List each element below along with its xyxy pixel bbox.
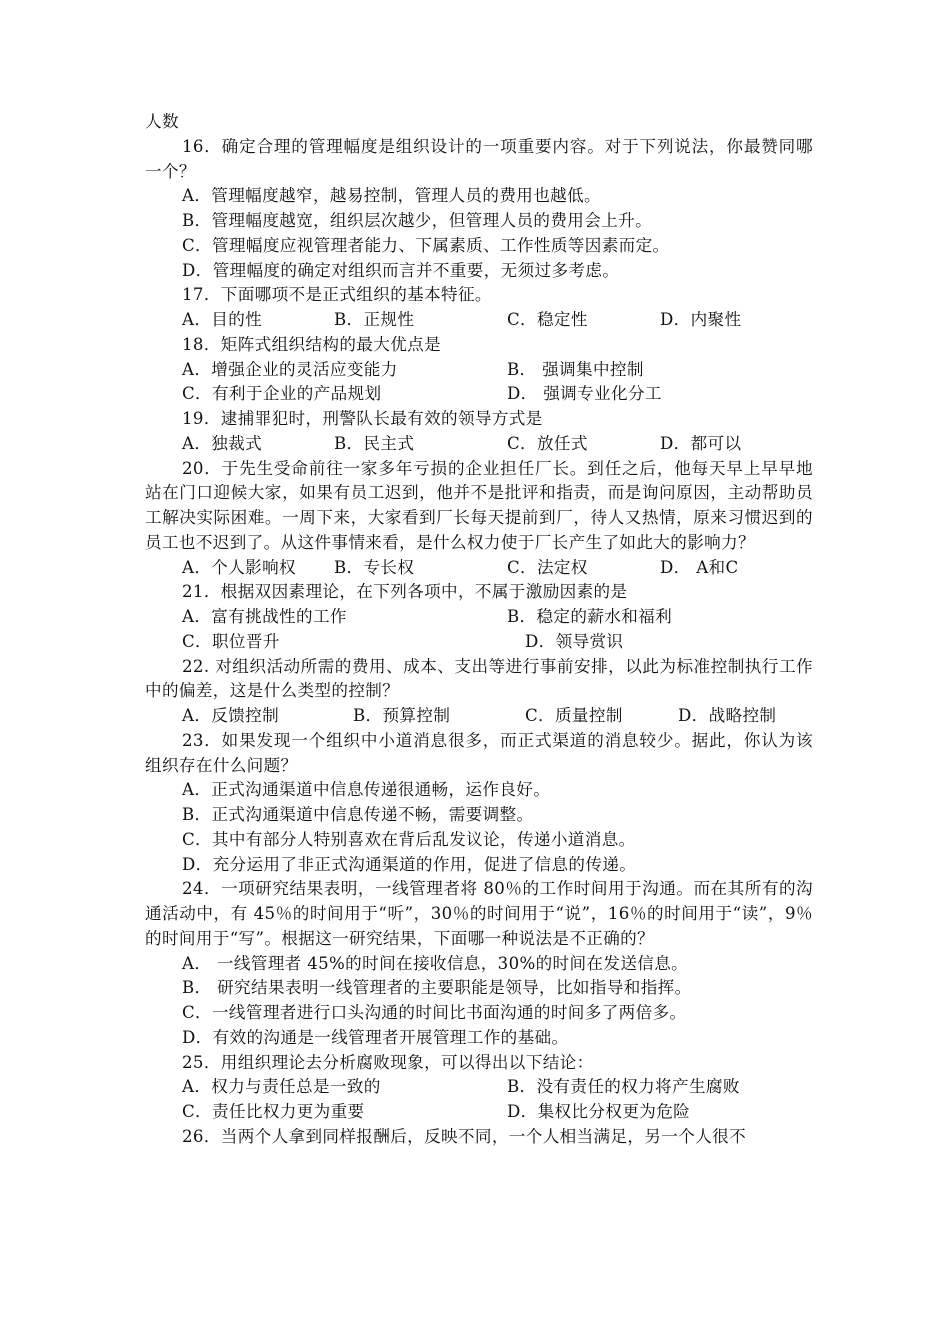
- question-20-option-c: C．法定权: [507, 557, 588, 577]
- question-16-stem: 16．确定合理的管理幅度是组织设计的一项重要内容。对于下列说法，你最赞同哪一个？: [145, 136, 813, 181]
- question-23-stem: 23．如果发现一个组织中小道消息很多，而正式渠道的消息较少。据此，你认为该组织存在什么问题？: [145, 730, 813, 775]
- question-22-option-b: B．预算控制: [353, 706, 451, 725]
- question-19-option-a: A．独裁式: [182, 433, 263, 453]
- question-21-option-c: C．职位晋升: [182, 631, 280, 651]
- question-18-option-a: A．增强企业的灵活应变能力: [182, 359, 398, 379]
- question-25-option-d: D．集权比分权更为危险: [507, 1102, 691, 1121]
- question-19-option-c: C．放任式: [507, 433, 588, 453]
- question-25-option-b: B．没有责任的权力将产生腐败: [507, 1077, 740, 1097]
- question-17-option-b: B．正规性: [334, 310, 415, 329]
- question-23-option-d: D．充分运用了非正式沟通渠道的作用，促进了信息的传递。: [182, 854, 637, 874]
- question-21-option-b: B．稳定的薪水和福利: [507, 607, 673, 626]
- question-16-option-b: B．管理幅度越宽，组织层次越少，但管理人员的费用会上升。: [182, 211, 653, 230]
- question-24-option-b: B． 研究结果表明一线管理者的主要职能是领导，比如指导和指挥。: [182, 978, 692, 998]
- exam-text: [145, 110, 813, 1150]
- question-26-stem: 26．当两个人拿到同样报酬后，反映不同，一个人相当满足，另一个人很不: [182, 1126, 747, 1146]
- question-20-stem: 20．于先生受命前往一家多年亏损的企业担任厂长。到任之后，他每天早上早早地站在门口迎候大家，如果有员工迟到，他并不是批评和指责，而是询问原因，主动帮助员工解决实际困难。一周下来，大家看到厂长每天提前到厂，待人又热情，原来习惯迟到的员工也不迟到了。从这件事情来看，是什么权力使于厂长产生了如此大的影响力？: [145, 458, 813, 552]
- question-21-options-row2: [145, 630, 813, 655]
- question-17-option-c: C．稳定性: [507, 310, 588, 329]
- question-22-stem: 22. 对组织活动所需的费用、成本、支出等进行事前安排，以此为标准控制执行工作中的偏差，这是什么类型的控制？: [145, 656, 813, 701]
- question-21-option-d: D．领导赏识: [525, 631, 624, 651]
- question-23-option-b: B．正式沟通渠道中信息传递不畅，需要调整。: [182, 805, 534, 824]
- question-18-option-c: C．有利于企业的产品规划: [182, 384, 382, 404]
- question-18-option-b: B． 强调集中控制: [507, 359, 644, 379]
- question-25-stem: 25．用组织理论去分析腐败现象，可以得出以下结论：: [182, 1052, 594, 1072]
- question-19-options: [145, 432, 813, 457]
- question-22-option-d: D．战略控制: [678, 706, 777, 725]
- question-21-options-row1: [145, 605, 813, 630]
- question-20-option-d: D． A和C: [660, 557, 739, 577]
- question-22-option-c: C．质量控制: [525, 706, 623, 725]
- question-21-option-a: A．富有挑战性的工作: [182, 607, 347, 626]
- question-18-options-row2: [145, 382, 813, 407]
- question-18-stem: 18．矩阵式组织结构的最大优点是: [182, 334, 442, 354]
- question-17-option-d: D．内聚性: [660, 310, 742, 329]
- question-23-option-a: A．正式沟通渠道中信息传递很通畅，运作良好。: [182, 780, 551, 800]
- question-25-options-row2: [145, 1100, 813, 1125]
- question-18-option-d: D． 强调专业化分工: [507, 384, 662, 404]
- question-17-stem: 17．下面哪项不是正式组织的基本特征。: [182, 285, 492, 305]
- question-16-option-d: D．管理幅度的确定对组织而言并不重要，无须过多考虑。: [182, 260, 620, 280]
- question-24-stem: 24．一项研究结果表明，一线管理者将 80％的工作时间用于沟通。而在其所有的沟通活动中，有 45％的时间用于“听”，30％的时间用于“说”，16％的时间用于“读”，9％的时间用于“写”。根据这一研究结果，下面哪一种说法是不正确的？: [145, 879, 813, 948]
- question-24-option-c: C．一线管理者进行口头沟通的时间比书面沟通的时间多了两倍多。: [182, 1003, 687, 1022]
- question-19-option-b: B．民主式: [334, 433, 415, 453]
- question-20-option-a: A．个人影响权: [182, 557, 296, 577]
- question-24-option-a: A． 一线管理者 45%的时间在接收信息，30%的时间在发送信息。: [182, 953, 689, 973]
- question-25-option-c: C．责任比权力更为重要: [182, 1102, 365, 1121]
- question-24-option-d: D．有效的沟通是一线管理者开展管理工作的基础。: [182, 1027, 569, 1047]
- lead-text: 人数: [145, 112, 179, 131]
- question-16-option-a: A．管理幅度越窄，越易控制，管理人员的费用也越低。: [182, 186, 601, 206]
- question-20-options: [145, 556, 813, 581]
- question-23-option-c: C．其中有部分人特别喜欢在背后乱发议论，传递小道消息。: [182, 829, 636, 849]
- question-17-option-a: A．目的性: [182, 310, 263, 329]
- question-16-option-c: C．管理幅度应视管理者能力、下属素质、工作性质等因素而定。: [182, 235, 670, 255]
- question-19-stem: 19．逮捕罪犯时，刑警队长最有效的领导方式是: [182, 409, 543, 428]
- question-18-options-row1: [145, 358, 813, 383]
- question-19-option-d: D．都可以: [660, 433, 742, 453]
- question-22-option-a: A．反馈控制: [182, 706, 280, 725]
- question-22-options: [145, 704, 813, 729]
- question-25-options-row1: [145, 1075, 813, 1100]
- question-17-options: [145, 308, 813, 333]
- question-21-stem: 21．根据双因素理论，在下列各项中，不属于激励因素的是: [182, 582, 628, 602]
- question-20-option-b: B．专长权: [334, 557, 415, 577]
- question-25-option-a: A．权力与责任总是一致的: [182, 1077, 381, 1097]
